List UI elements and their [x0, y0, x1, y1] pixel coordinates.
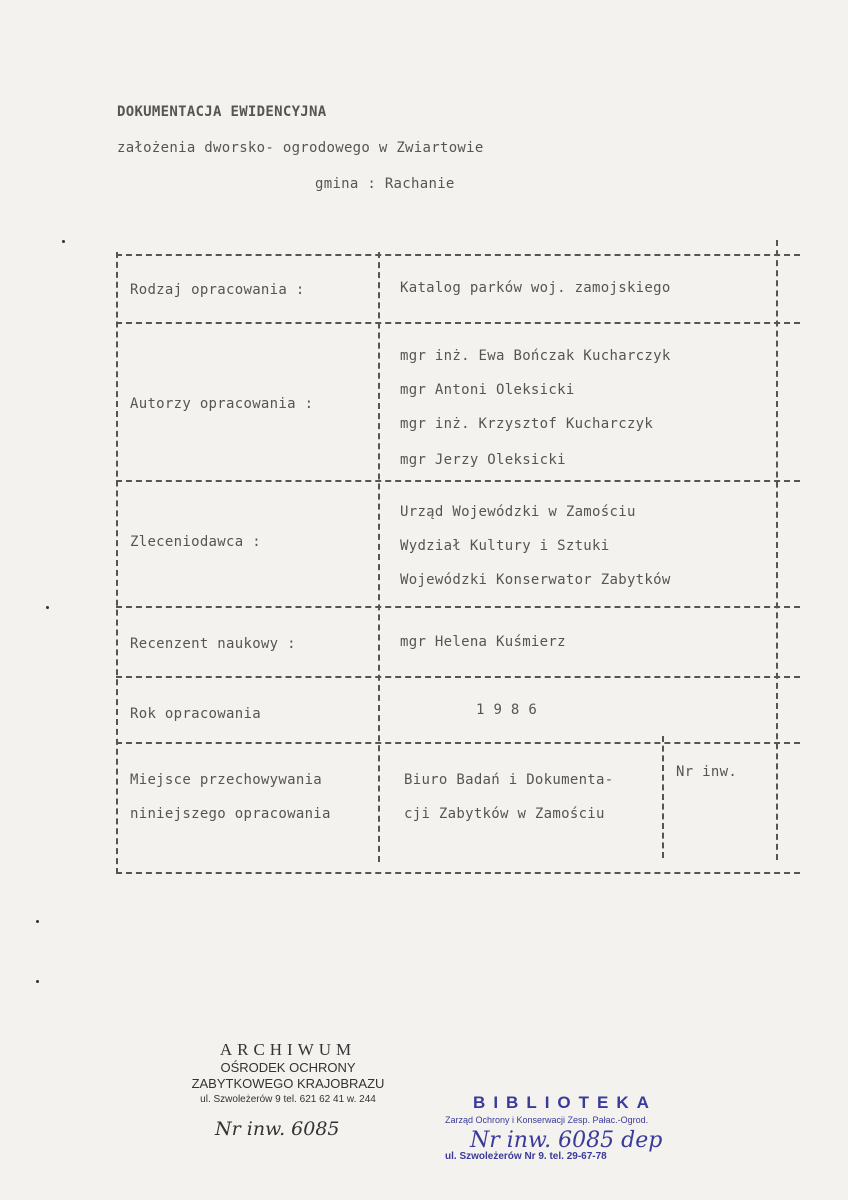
row-label: Autorzy opracowania : [130, 396, 314, 412]
row-value: mgr Jerzy Oleksicki [400, 452, 566, 468]
row-value: Biuro Badań i Dokumenta- [404, 772, 614, 788]
library-stamp-line: Zarząd Ochrony i Konserwacji Zesp. Pałac.-Ogrod. [445, 1115, 649, 1125]
margin-mark [36, 920, 39, 923]
table-column-divider-nr [662, 736, 664, 858]
row-value: Wojewódzki Konserwator Zabytków [400, 572, 671, 588]
row-value: mgr Helena Kuśmierz [400, 634, 566, 650]
archive-stamp-title: ARCHIWUM [219, 1040, 357, 1059]
table-row-divider [116, 676, 800, 678]
row-label: niniejszego opracowania [130, 806, 331, 822]
document-gmina: gmina : Rachanie [315, 176, 455, 192]
table-row-divider [116, 742, 800, 744]
row-label: Miejsce przechowywania [130, 772, 323, 788]
table-border-bottom [116, 872, 800, 874]
archive-stamp-line: OŚRODEK OCHRONY [220, 1060, 356, 1075]
row-value: mgr inż. Krzysztof Kucharczyk [400, 416, 654, 432]
table-border-top [116, 254, 800, 256]
row-label: Recenzent naukowy : [130, 636, 296, 652]
margin-mark [46, 606, 49, 609]
table-border-right [776, 240, 778, 860]
row-value: Urząd Wojewódzki w Zamościu [400, 504, 636, 520]
document-subtitle: założenia dworsko- ogrodowego w Zwiartowie [117, 140, 484, 156]
library-handwritten-number: Nr inw. 6085 dep [470, 1128, 663, 1153]
row-label: Rodzaj opracowania : [130, 282, 305, 298]
table-row-divider [116, 480, 800, 482]
archive-handwritten-number: Nr inw. 6085 [215, 1118, 340, 1140]
table-row-divider [116, 606, 800, 608]
row-value: Wydział Kultury i Sztuki [400, 538, 610, 554]
row-value: mgr Antoni Oleksicki [400, 382, 575, 398]
row-value: Katalog parków woj. zamojskiego [400, 280, 671, 296]
margin-mark [62, 240, 65, 243]
info-table [116, 246, 800, 878]
row-value: mgr inż. Ewa Bończak Kucharczyk [400, 348, 671, 364]
row-label: Rok opracowania [130, 706, 261, 722]
nr-inw-label: Nr inw. [676, 764, 738, 780]
table-column-divider [378, 252, 380, 862]
archive-stamp-address: ul. Szwoleżerów 9 tel. 621 62 41 w. 244 [200, 1094, 376, 1105]
row-value: 1 9 8 6 [476, 702, 538, 718]
table-row-divider [116, 322, 800, 324]
library-stamp-title: BIBLIOTEKA [473, 1093, 657, 1112]
row-label: Zleceniodawca : [130, 534, 261, 550]
table-border-left [116, 252, 118, 874]
archive-stamp [188, 1040, 388, 1105]
archive-stamp-line: ZABYTKOWEGO KRAJOBRAZU [191, 1076, 385, 1091]
library-stamp-address: ul. Szwoleżerów Nr 9. tel. 29-67-78 [445, 1151, 607, 1162]
document-title: DOKUMENTACJA EWIDENCYJNA [117, 104, 327, 120]
row-value: cji Zabytków w Zamościu [404, 806, 605, 822]
margin-mark [36, 980, 39, 983]
